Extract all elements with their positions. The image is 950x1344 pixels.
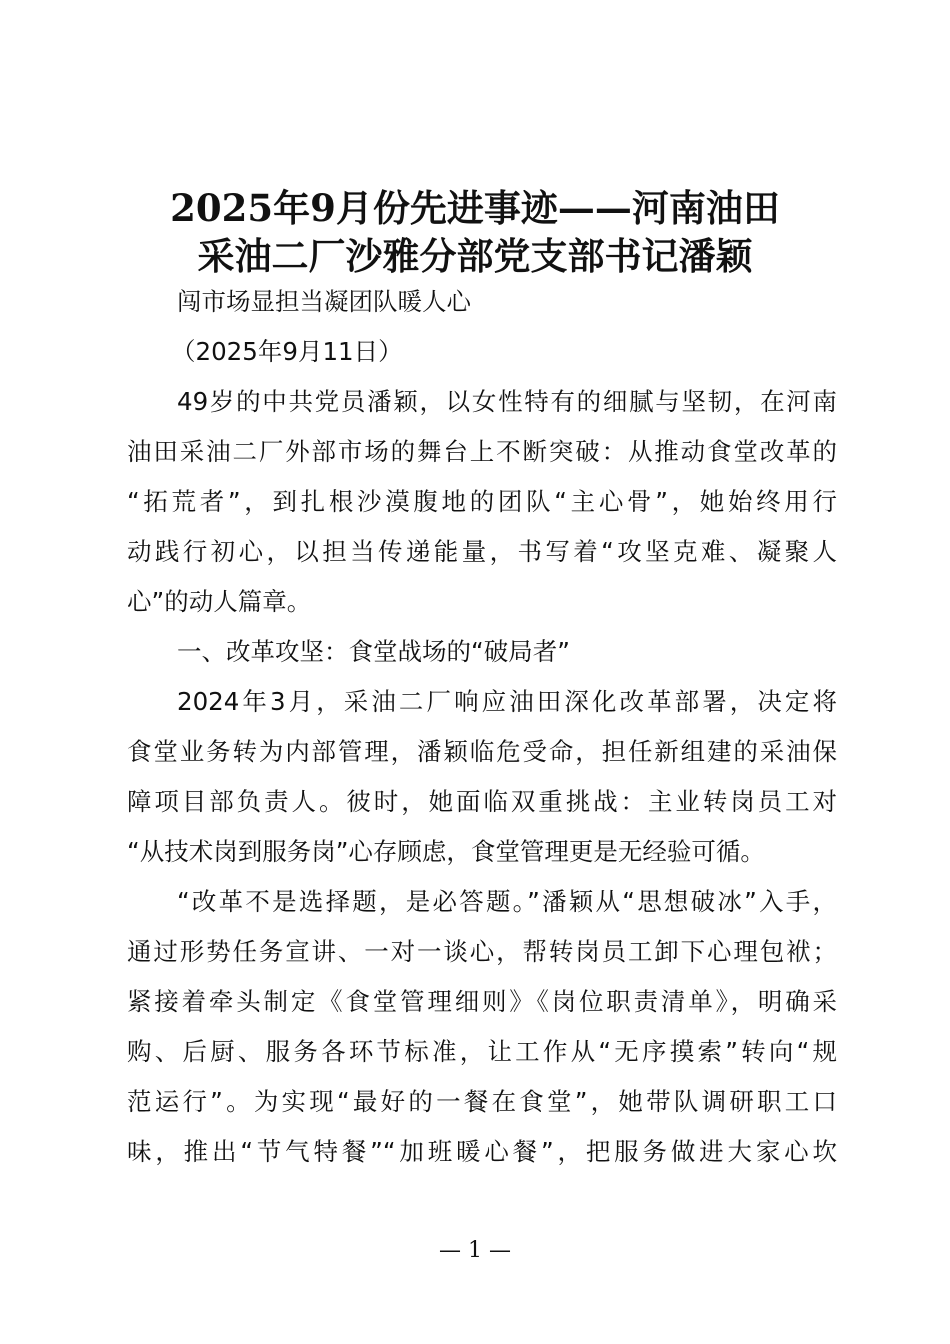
text-line: 购、后厨、服务各环节标准，让工作从“无序摸索”转向“规 [127,1037,837,1066]
text-line: 紧接着牵头制定《食堂管理细则》《岗位职责清单》，明确采 [127,987,837,1016]
text-line: 通过形势任务宣讲、一对一谈心，帮转岗员工卸下心理包袱； [127,937,837,966]
text-line: 范运行”。为实现“最好的一餐在食堂”，她带队调研职工口 [127,1087,837,1116]
text-line: “从技术岗到服务岗”心存顾虑，食堂管理更是无经验可循。 [127,837,765,866]
text-line: 一、改革攻坚：食堂战场的“破局者” [177,637,570,666]
text-line: “拓荒者”，到扎根沙漠腹地的团队“主心骨”，她始终用行 [127,487,837,516]
text-line: “改革不是选择题，是必答题。”潘颖从“思想破冰”入手， [177,887,837,916]
subtitle: 闯市场显担当凝团队暖人心 [177,287,471,316]
text-line: 食堂业务转为内部管理，潘颖临危受命，担任新组建的采油保 [127,737,837,766]
page-number: — 1 — [439,1238,511,1263]
title-line: 采油二厂沙雅分部党支部书记潘颖 [197,234,753,278]
date-line: （2025年9月11日） [171,337,403,366]
document-body [127,282,837,1182]
text-line: 油田采油二厂外部市场的舞台上不断突破：从推动食堂改革的 [127,437,837,466]
paragraph [127,682,837,882]
paragraph [127,882,837,1182]
text-line: 动践行初心，以担当传递能量，书写着“攻坚克难、凝聚人 [127,537,837,566]
text-line: 49岁的中共党员潘颖，以女性特有的细腻与坚韧，在河南 [177,387,837,416]
paragraph [127,382,837,632]
section-heading [127,632,837,682]
title-line: 2025年9月份先进事迹——河南油田 [170,186,780,230]
text-line: 心”的动人篇章。 [127,587,312,616]
document-title [0,184,950,280]
text-line: 2024年3月，采油二厂响应油田深化改革部署，决定将 [177,687,837,716]
text-line: 味，推出“节气特餐”“加班暖心餐”，把服务做进大家心坎 [127,1137,837,1166]
text-line: 障项目部负责人。彼时，她面临双重挑战：主业转岗员工对 [127,787,837,816]
paragraphs [127,382,837,1182]
